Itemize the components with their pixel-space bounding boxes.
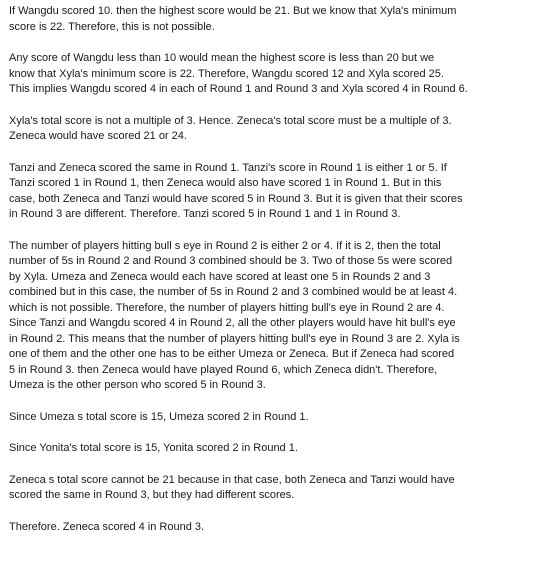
paragraph-7 (9, 441, 509, 457)
paragraph-9 (9, 520, 509, 536)
text-line: Tanzi scored 1 in Round 1, then Zeneca would also have scored 1 in Round 1. But in this (9, 177, 442, 189)
text-line: Zeneca would have scored 21 or 24. (9, 130, 187, 142)
paragraph-6 (9, 410, 509, 426)
text-line: If Wangdu scored 10. then the highest score would be 21. But we know that Xyla's minimum (9, 5, 457, 17)
text-line: score is 22. Therefore, this is not possible. (9, 20, 215, 33)
text-line: Tanzi and Zeneca scored the same in Round 1. Tanzi's score in Round 1 is either 1 or 5. If (9, 161, 447, 174)
text-line: This implies Wangdu scored 4 in each of Round 1 and Round 3 and Xyla scored 4 in Round 6. (9, 83, 468, 95)
paragraph-8 (9, 473, 509, 504)
text-line: in Round 2. This means that the number of players hitting bull's eye in Round 3 are 2. Xyla is (9, 332, 460, 345)
text-line: Since Yonita's total score is 15, Yonita scored 2 in Round 1. (9, 442, 298, 454)
paragraph-1 (9, 4, 509, 35)
text-line: Since Tanzi and Wangdu scored 4 in Round 2, all the other players would have hit bull's eye (9, 317, 456, 329)
text-line: Zeneca s total score cannot be 21 because in that case, both Zeneca and Tanzi would have (9, 473, 455, 486)
text-line: 5 in Round 3. then Zeneca would have played Round 6, which Zeneca didn't. Therefore, (9, 363, 438, 376)
text-line: in Round 3 are different. Therefore. Tanzi scored 5 in Round 1 and 1 in Round 3. (9, 208, 401, 220)
text-line: Since Umeza s total score is 15, Umeza scored 2 in Round 1. (9, 410, 309, 423)
paragraph-4 (9, 161, 509, 223)
text-line: scored the same in Round 3, but they had different scores. (9, 489, 295, 501)
solution-text (9, 4, 509, 551)
text-line: Xyla's total score is not a multiple of 3. Hence. Zeneca's total score must be a multiple of 3. (9, 114, 452, 127)
text-line: Any score of Wangdu less than 10 would mean the highest score is less than 20 but we (9, 52, 435, 64)
text-line: Therefore. Zeneca scored 4 in Round 3. (9, 520, 205, 533)
text-line: number of 5s in Round 2 and Round 3 combined should be 3. Two of those 5s were scored (9, 255, 453, 267)
text-line: know that Xyla's minimum score is 22. Therefore, Wangdu scored 12 and Xyla scored 25. (9, 67, 444, 80)
paragraph-5 (9, 239, 509, 394)
text-line: case, both Zeneca and Tanzi would have scored 5 in Round 3. But it is given that their scores (9, 192, 463, 205)
paragraph-2 (9, 51, 509, 98)
text-line: by Xyla. Umeza and Zeneca would each have scored at least one 5 in Rounds 2 and 3 (9, 270, 431, 283)
text-line: combined but in this case, the number of 5s in Round 2 and 3 combined would be at least 4. (9, 286, 458, 298)
paragraph-3 (9, 114, 509, 145)
text-line: The number of players hitting bull s eye in Round 2 is either 2 or 4. If it is 2, then the total (9, 239, 441, 252)
text-line: which is not possible. Therefore, the number of players hitting bull's eye in Round 2 are 4. (9, 301, 445, 314)
text-line: Umeza is the other person who scored 5 in Round 3. (9, 379, 266, 391)
text-line: one of them and the other one has to be either Umeza or Zeneca. But if Zeneca had scored (9, 348, 455, 360)
